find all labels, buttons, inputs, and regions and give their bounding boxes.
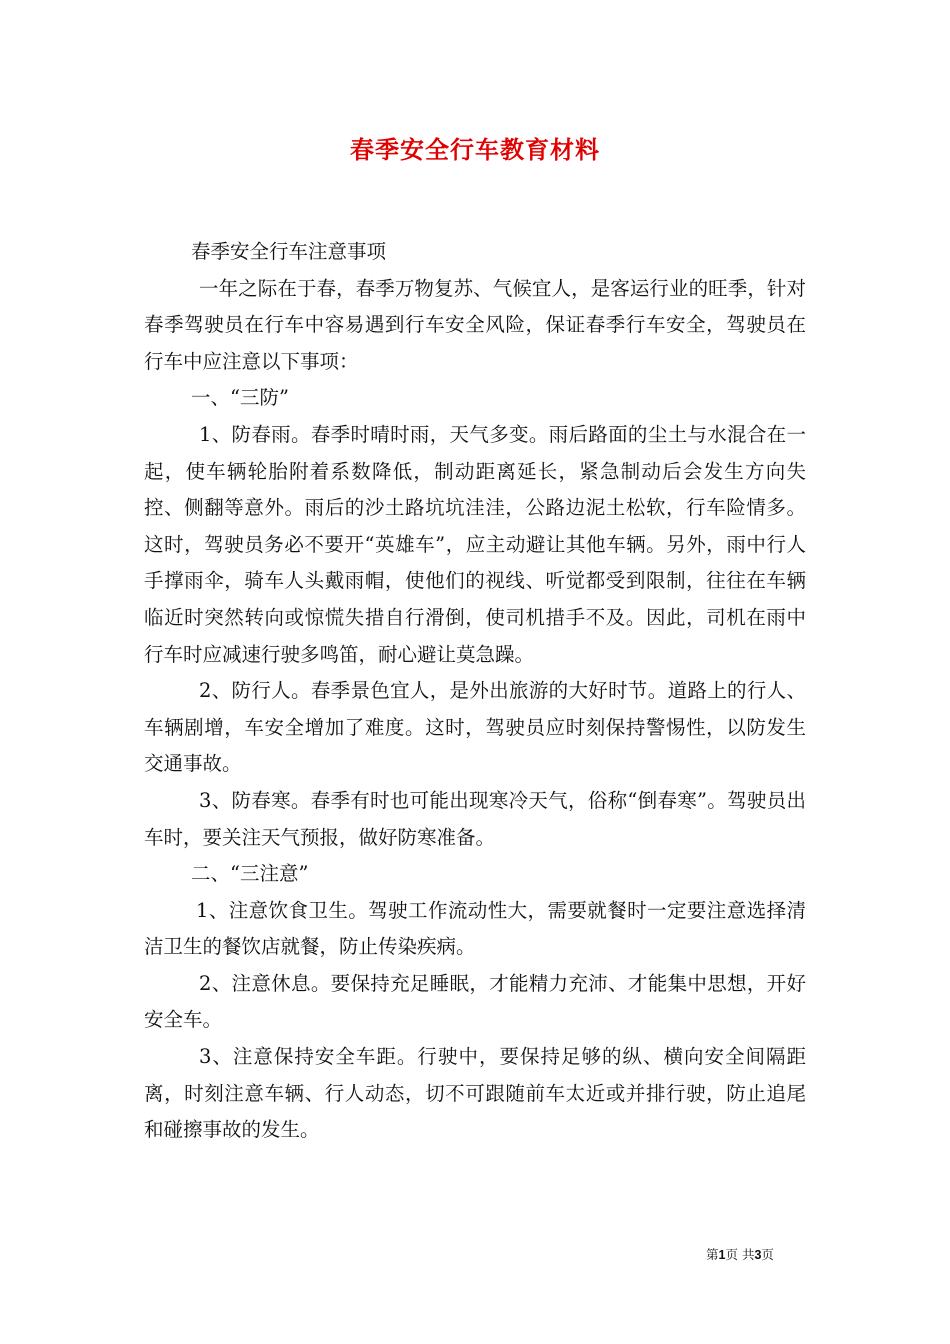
section-heading-three-attentions: 二、“三注意” [191, 862, 309, 886]
paragraph-safe-distance: 3、注意保持安全车距。行驶中，要保持足够的纵、横向安全间隔距离，时刻注意车辆、行人动态，切不可跟随前车太近或并排行驶，防止追尾和碰擦事故的发生。 [144, 1045, 806, 1142]
subtitle: 春季安全行车注意事项 [191, 240, 387, 263]
footer-total-pages: 3 [754, 1248, 762, 1262]
intro-paragraph: 一年之际在于春，春季万物复苏、气候宜人，是客运行业的旺季，针对春季驾驶员在行车中容易遇到行车安全风险，保证春季行车安全，驾驶员在行车中应注意以下事项： [144, 276, 806, 373]
footer-middle: 页 共 [725, 1247, 755, 1262]
document-title: 春季安全行车教育材料 [350, 135, 600, 164]
footer-suffix: 页 [761, 1247, 774, 1262]
section-heading-three-precautions: 一、“三防” [191, 386, 289, 410]
paragraph-food-hygiene: 1、注意饮食卫生。驾驶工作流动性大，需要就餐时一定要注意选择清洁卫生的餐饮店就餐，防止传染疾病。 [144, 898, 806, 959]
paragraph-spring-rain: 1、防春雨。春季时晴时雨，天气多变。雨后路面的尘土与水混合在一起，使车辆轮胎附着系数降低，制动距离延长，紧急制动后会发生方向失控、侧翻等意外。雨后的沙土路坑坑洼洼，公路边泥土松软，行车险情多。这时，驾驶员务必不要开“英雄车”，应主动避让其他车辆。另外，雨中行人手撑雨伞，骑车人头戴雨帽，使他们的视线、听觉都受到限制，往往在车辆临近时突然转向或惊慌失措自行滑倒，使司机措手不及。因此，司机在雨中行车时应减速行驶多鸣笛，耐心避让莫急躁。 [144, 422, 806, 666]
footer-prefix: 第 [706, 1247, 719, 1262]
document-body [144, 234, 806, 1149]
paragraph-pedestrians: 2、防行人。春季景色宜人，是外出旅游的大好时节。道路上的行人、车辆剧增，车安全增加了难度。这时，驾驶员应时刻保持警惕性，以防发生交通事故。 [144, 679, 806, 776]
paragraph-rest: 2、注意休息。要保持充足睡眠，才能精力充沛、才能集中思想，开好安全车。 [144, 971, 806, 1032]
page-number-footer [706, 1247, 816, 1263]
footer-current-page: 1 [718, 1248, 726, 1262]
paragraph-spring-cold: 3、防春寒。春季有时也可能出现寒冷天气，俗称“倒春寒”。驾驶员出车时，要关注天气预报，做好防寒准备。 [144, 788, 806, 849]
